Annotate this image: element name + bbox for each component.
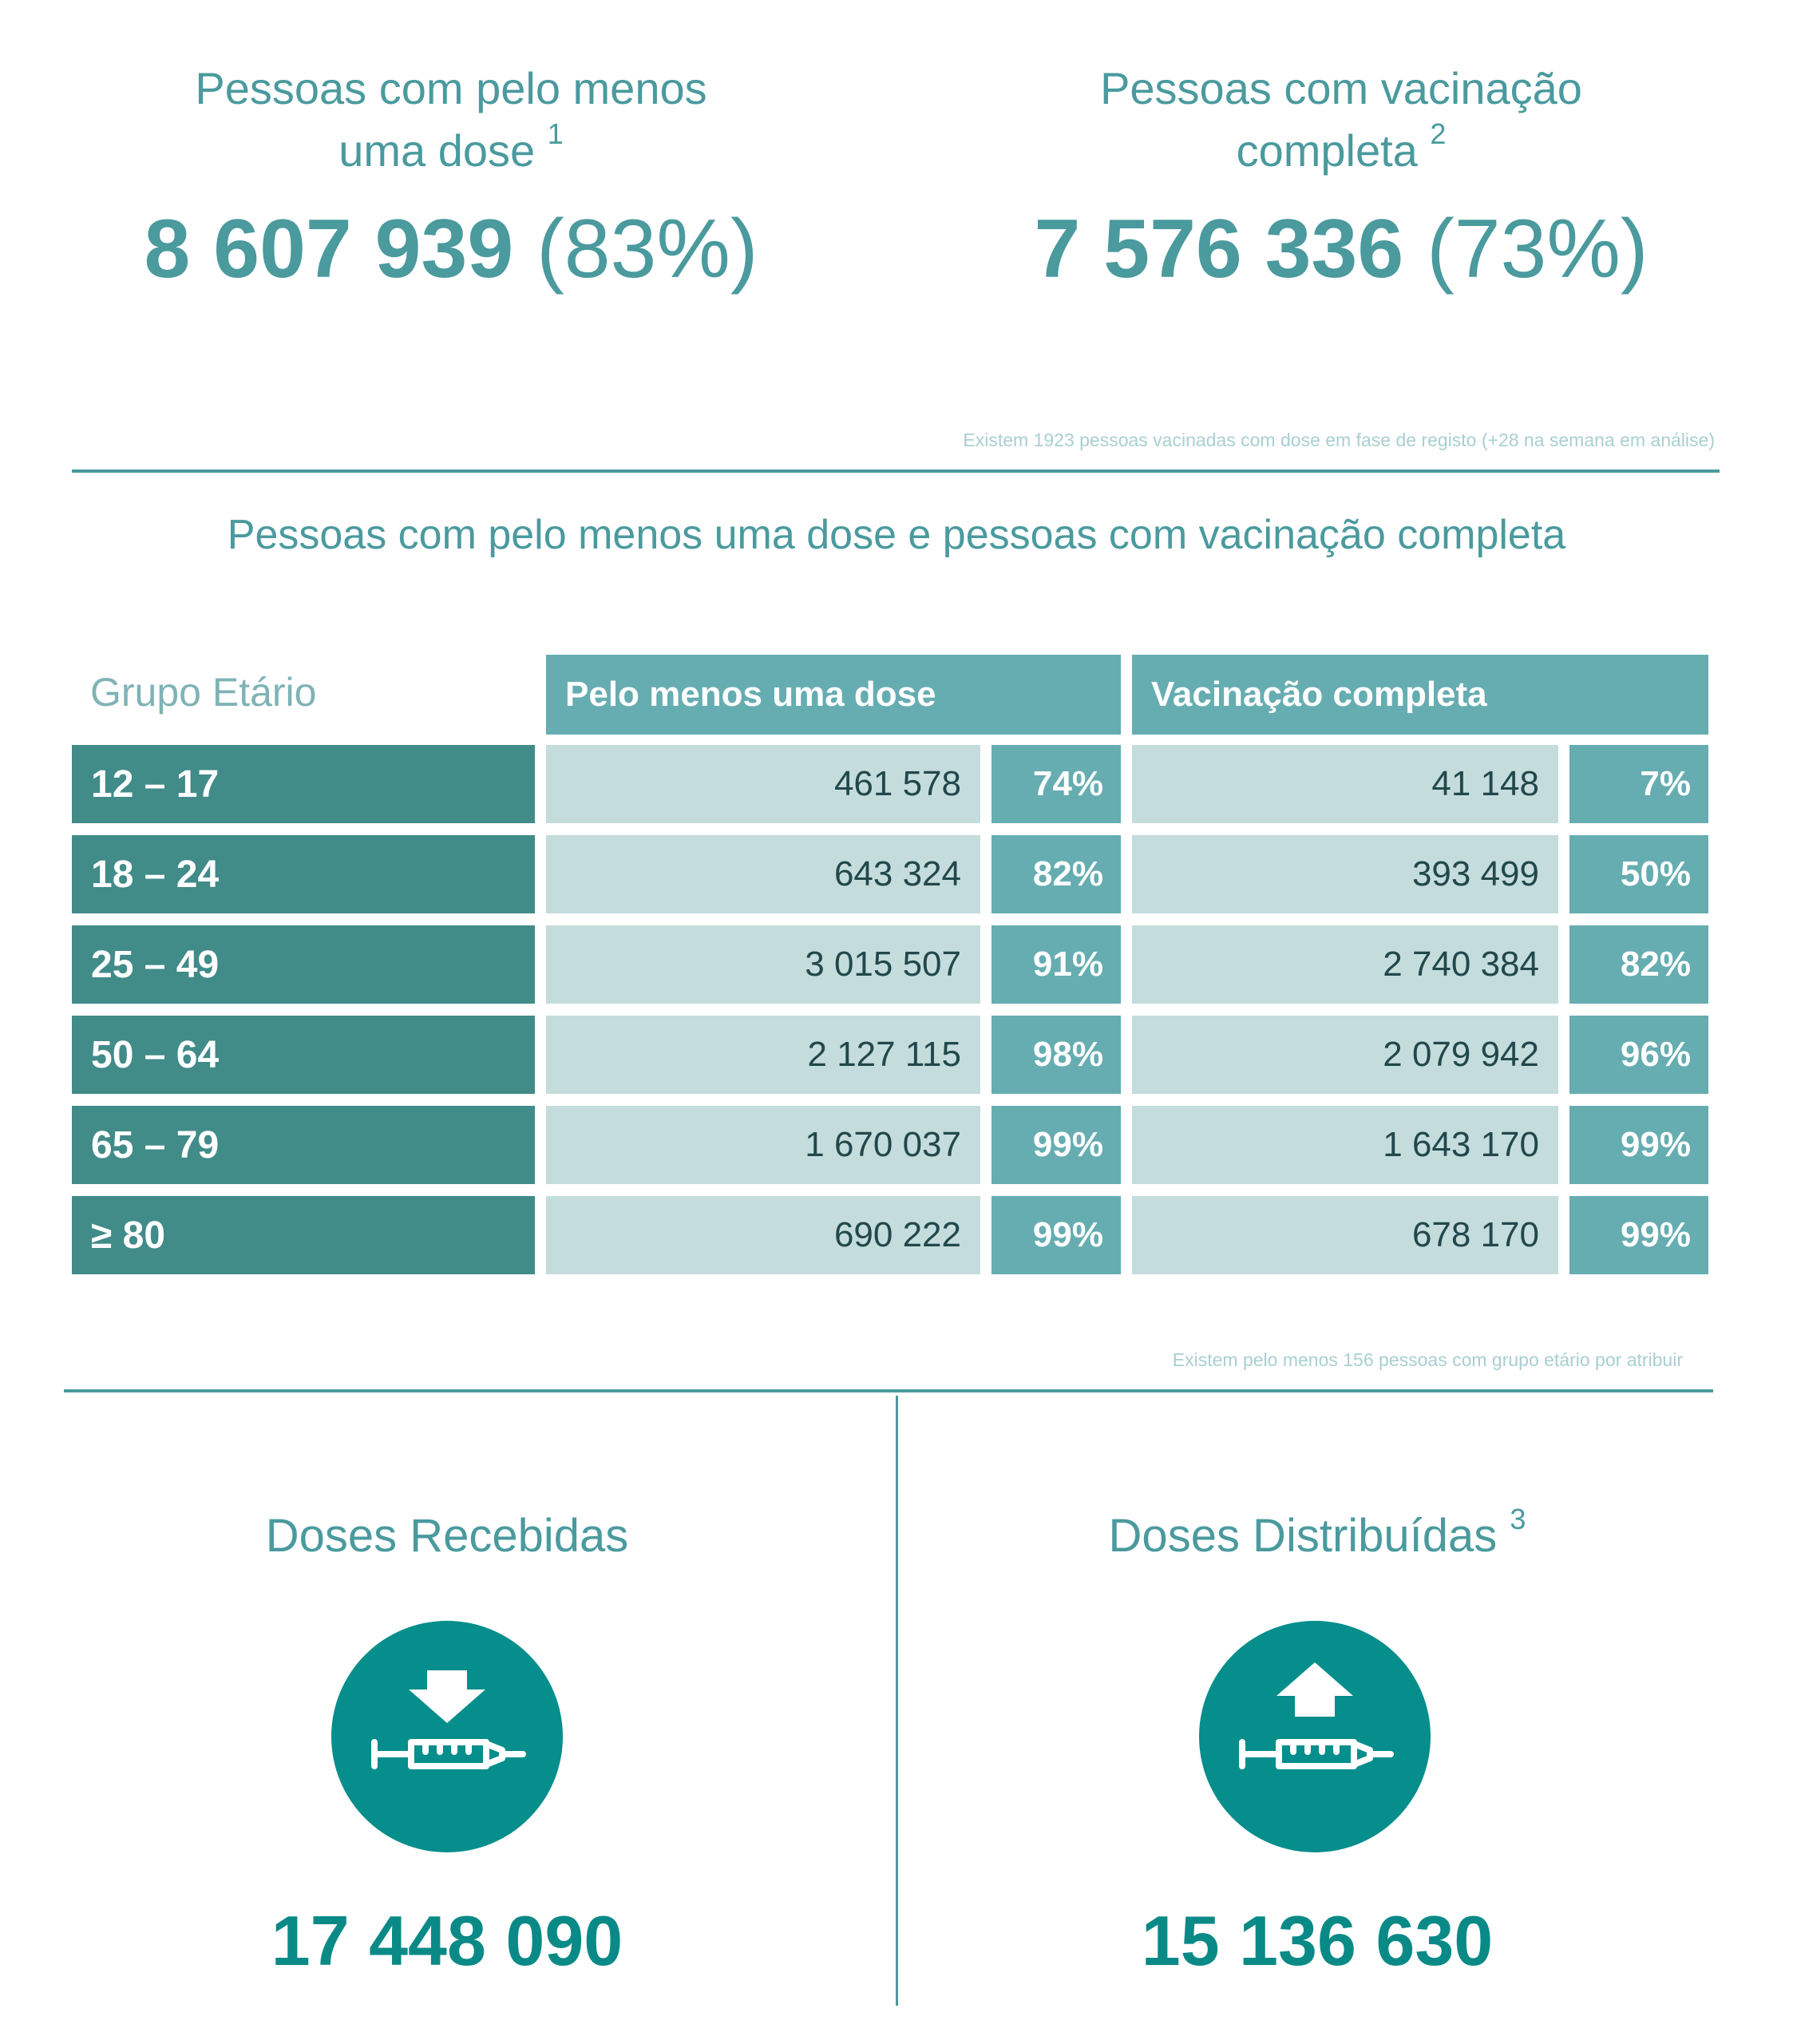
complete-count-cell: 41 148 [1132, 745, 1558, 823]
one-dose-percent-cell: 82% [991, 835, 1121, 913]
one-dose-percent-cell: 74% [991, 745, 1121, 823]
table-title: Pessoas com pelo menos uma dose e pessoas com vacinação completa [227, 512, 1566, 558]
doses-distributed-title-text: Doses Distribuídas [1108, 1510, 1498, 1562]
one-dose-percent-cell: 99% [991, 1106, 1121, 1184]
complete-count-cell: 1 643 170 [1132, 1106, 1558, 1184]
one-dose-count-cell: 2 127 115 [546, 1016, 980, 1094]
age-group-cell: 25 – 49 [72, 925, 535, 1004]
complete-count-cell: 2 740 384 [1132, 925, 1558, 1004]
kpi-one-dose-title-line1: Pessoas com pelo menos [195, 63, 707, 113]
footnote-marker: 1 [547, 117, 564, 150]
divider-bottom [64, 1389, 1713, 1392]
doses-received-value: 17 448 090 [271, 1901, 623, 1980]
kpi-complete-title-line1: Pessoas com vacinação [1100, 63, 1582, 113]
kpi-complete-percent: (73%) [1427, 203, 1649, 295]
syringe-arrow-down-icon [331, 1621, 563, 1852]
kpi-complete-title-line2: completa [1236, 125, 1418, 176]
one-dose-count-cell: 1 670 037 [546, 1106, 980, 1184]
complete-count-cell: 2 079 942 [1132, 1016, 1558, 1094]
complete-percent-cell: 96% [1569, 1016, 1708, 1094]
age-group-cell: 50 – 64 [72, 1016, 535, 1094]
one-dose-count-cell: 3 015 507 [546, 925, 980, 1004]
age-group-cell: ≥ 80 [72, 1196, 535, 1274]
age-group-cell: 12 – 17 [72, 745, 535, 823]
one-dose-count-cell: 461 578 [546, 745, 980, 823]
kpi-complete-number: 7 576 336 [1034, 203, 1404, 295]
kpi-complete-value [962, 201, 1720, 297]
divider-top [72, 469, 1720, 473]
doses-distributed-value: 15 136 630 [1141, 1901, 1494, 1980]
footnote-marker: 2 [1430, 117, 1447, 150]
divider-vertical [896, 1396, 898, 2006]
doses-distributed-title [926, 1503, 1708, 1563]
one-dose-percent-cell: 91% [991, 925, 1121, 1004]
age-group-cell: 65 – 79 [72, 1106, 535, 1184]
kpi-complete-title [962, 57, 1720, 182]
doses-received [64, 1509, 830, 1563]
age-group-cell: 18 – 24 [72, 835, 535, 913]
registration-note: Existem 1923 pessoas vacinadas com dose em fase de registo (+28 na semana em análise) [963, 430, 1715, 450]
complete-count-cell: 678 170 [1132, 1196, 1558, 1274]
kpi-one-dose [72, 57, 830, 297]
age-group-header: Grupo Etário [90, 670, 317, 715]
kpi-one-dose-title [72, 57, 830, 182]
kpi-one-dose-number: 8 607 939 [144, 203, 514, 295]
doses-received-title: Doses Recebidas [265, 1510, 629, 1562]
footnote-marker: 3 [1510, 1503, 1526, 1535]
complete-percent-cell: 99% [1569, 1196, 1708, 1274]
kpi-one-dose-title-line2: uma dose [338, 125, 536, 176]
complete-count-cell: 393 499 [1132, 835, 1558, 913]
kpi-one-dose-value [72, 201, 830, 297]
kpi-one-dose-percent: (83%) [536, 203, 758, 295]
complete-percent-cell: 50% [1569, 835, 1708, 913]
complete-percent-cell: 7% [1569, 745, 1708, 823]
syringe-arrow-up-icon [1199, 1621, 1431, 1852]
one-dose-count-cell: 690 222 [546, 1196, 980, 1274]
kpi-complete [962, 57, 1720, 297]
one-dose-percent-cell: 99% [991, 1196, 1121, 1274]
complete-percent-cell: 82% [1569, 925, 1708, 1004]
complete-percent-cell: 99% [1569, 1106, 1708, 1184]
doses-distributed [926, 1503, 1708, 1563]
column-header-complete: Vacinação completa [1132, 655, 1708, 735]
one-dose-percent-cell: 98% [991, 1016, 1121, 1094]
syringe-arrow-down-graphic [331, 1621, 563, 1852]
age-group-note: Existem pelo menos 156 pessoas com grupo etário por atribuir [1172, 1349, 1683, 1370]
syringe-arrow-up-graphic [1199, 1621, 1431, 1852]
one-dose-count-cell: 643 324 [546, 835, 980, 913]
column-header-one-dose: Pelo menos uma dose [546, 655, 1121, 735]
